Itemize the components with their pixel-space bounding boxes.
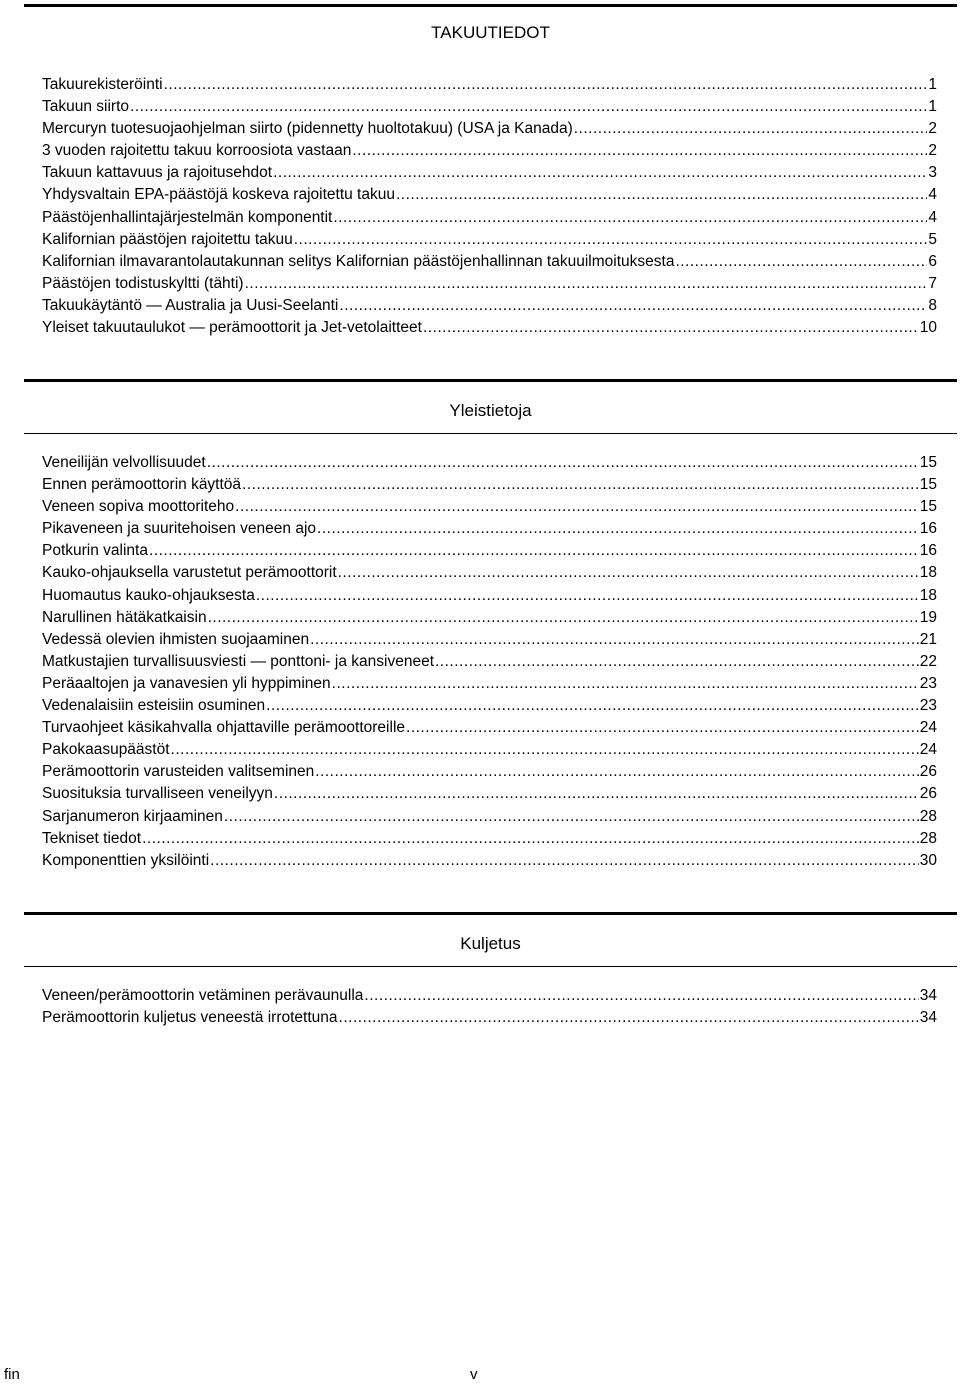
toc-entry[interactable] [42,140,937,162]
toc-entry-label: Päästöjenhallintajärjestelmän komponentit [42,208,333,226]
toc-entry-page: 4 [928,186,937,204]
toc-entry[interactable] [42,607,937,629]
toc-entry[interactable] [42,295,937,317]
toc-entry[interactable] [42,207,937,229]
dot-leader [339,1007,919,1029]
toc-entry-label: Vedessä olevien ihmisten suojaaminen [42,630,310,648]
toc-entry-label: Sarjanumeron kirjaaminen [42,807,223,825]
toc-entry-page: 5 [928,230,937,248]
toc-entry-label: Suosituksia turvalliseen veneilyyn [42,785,273,803]
toc-entry-label: Takuun siirto [42,98,130,116]
toc-entry-page: 1 [928,98,937,116]
toc-entry-page: 30 [919,851,937,869]
toc-entry[interactable] [42,118,937,140]
dot-leader [339,295,927,317]
toc-entry[interactable] [42,1007,937,1029]
toc-entry[interactable] [42,96,937,118]
toc-entry-label: Pakokaasupäästöt [42,741,170,759]
dot-leader [274,783,919,805]
toc-entry-label: Päästöjen todistuskyltti (tähti) [42,274,244,292]
toc-entry[interactable] [42,651,937,673]
toc-entry-page: 2 [928,120,937,138]
toc-general [42,452,937,872]
dot-leader [224,806,919,828]
toc-entry-label: Takuurekisteröinti [42,76,163,93]
toc-entry[interactable] [42,585,937,607]
toc-entry[interactable] [42,562,937,584]
section-divider-transport [24,912,957,915]
toc-entry[interactable] [42,695,937,717]
toc-entry-page: 18 [919,586,937,604]
toc-entry-label: Kalifornian päästöjen rajoitettu takuu [42,230,293,248]
toc-entry[interactable] [42,317,937,339]
toc-entry-page: 16 [919,520,937,538]
toc-warranty [42,74,937,339]
toc-entry-page: 34 [919,987,937,1004]
dot-leader [332,673,919,695]
toc-entry[interactable] [42,184,937,206]
dot-leader [207,452,919,474]
toc-entry-label: Yhdysvaltain EPA-päästöjä koskeva rajoitettu takuu [42,186,395,204]
toc-entry-page: 19 [919,608,937,626]
toc-entry[interactable] [42,540,937,562]
toc-entry[interactable] [42,518,937,540]
toc-entry-page: 1 [928,76,937,93]
toc-entry-label: Takuun kattavuus ja rajoitusehdot [42,164,273,182]
toc-entry-label: Kauko-ohjauksella varustetut perämoottorit [42,564,337,582]
dot-leader [396,184,927,206]
toc-entry-page: 15 [919,498,937,516]
dot-leader [406,717,919,739]
toc-entry[interactable] [42,985,937,1007]
toc-entry[interactable] [42,739,937,761]
toc-entry-page: 26 [919,763,937,781]
dot-leader [352,140,927,162]
toc-entry[interactable] [42,850,937,872]
toc-entry-label: Tekniset tiedot [42,829,142,847]
toc-entry-label: Veneilijän velvollisuudet [42,454,206,471]
toc-entry-page: 23 [919,674,937,692]
dot-leader [245,273,928,295]
footer-language: fin [4,1366,20,1383]
toc-entry-label: Takuukäytäntö — Australia ja Uusi-Seelanti [42,296,339,314]
toc-entry-page: 4 [928,208,937,226]
toc-entry-page: 2 [928,142,937,160]
dot-leader [423,317,919,339]
toc-entry-page: 23 [919,697,937,715]
section-title-warranty: TAKUUTIEDOT [431,23,550,42]
toc-entry-label: Pikaveneen ja suuritehoisen veneen ajo [42,520,317,538]
toc-entry[interactable] [42,229,937,251]
toc-entry-page: 18 [919,564,937,582]
toc-entry[interactable] [42,496,937,518]
toc-transport [42,985,937,1029]
section-title-transport: Kuljetus [460,934,521,953]
dot-leader [310,629,919,651]
dot-leader [338,562,919,584]
toc-entry-label: Turvaohjeet käsikahvalla ohjattaville perämoottoreille [42,719,406,737]
dot-leader [675,251,927,273]
dot-leader [164,74,928,96]
dot-leader [574,118,928,140]
toc-entry-page: 28 [919,829,937,847]
toc-entry[interactable] [42,273,937,295]
dot-leader [364,985,918,1007]
toc-entry[interactable] [42,162,937,184]
toc-entry-page: 34 [919,1009,937,1027]
toc-entry-page: 24 [919,741,937,759]
toc-entry-page: 28 [919,807,937,825]
toc-entry-page: 15 [919,476,937,494]
heading-underline-general [24,433,957,434]
toc-entry-label: Mercuryn tuotesuojaohjelman siirto (pidennetty huoltotakuu) (USA ja Kanada) [42,120,573,138]
toc-entry-label: Perämoottorin varusteiden valitseminen [42,763,315,781]
dot-leader [235,496,919,518]
toc-entry-page: 21 [919,630,937,648]
dot-leader [435,651,919,673]
toc-entry-page: 22 [919,652,937,670]
toc-entry-label: Huomautus kauko-ohjauksesta [42,586,255,604]
toc-entry[interactable] [42,717,937,739]
toc-entry[interactable] [42,251,937,273]
toc-entry-label: Matkustajien turvallisuusviesti — ponttoni- ja kansiveneet [42,652,434,670]
dot-leader [333,207,927,229]
toc-entry-page: 24 [919,719,937,737]
dot-leader [149,540,919,562]
toc-entry-label: Perämoottorin kuljetus veneestä irrotettuna [42,1009,338,1027]
toc-entry-label: Kalifornian ilmavarantolautakunnan selitys Kalifornian päästöjenhallinnan takuuilmoituksesta [42,252,675,270]
dot-leader [266,695,919,717]
dot-leader [315,761,919,783]
toc-entry-page: 3 [928,164,937,182]
dot-leader [130,96,927,118]
top-rule [24,4,957,7]
toc-entry-label: 3 vuoden rajoitettu takuu korroosiota vastaan [42,142,352,160]
toc-entry-label: Veneen/perämoottorin vetäminen perävaunulla [42,987,364,1004]
heading-underline-transport [24,966,957,967]
toc-entry[interactable] [42,828,937,850]
dot-leader [210,850,919,872]
toc-entry-page: 10 [919,319,937,337]
section-divider-general [24,379,957,382]
toc-entry[interactable] [42,761,937,783]
dot-leader [171,739,919,761]
dot-leader [294,229,928,251]
toc-entry-page: 7 [928,274,937,292]
toc-entry-label: Komponenttien yksilöinti [42,851,210,869]
toc-entry-label: Peräaaltojen ja vanavesien yli hyppiminen [42,674,331,692]
toc-entry[interactable] [42,74,937,96]
toc-entry-page: 15 [919,454,937,471]
dot-leader [317,518,919,540]
toc-entry-label: Vedenalaisiin esteisiin osuminen [42,697,266,715]
toc-entry-page: 6 [928,252,937,270]
toc-entry[interactable] [42,783,937,805]
dot-leader [208,607,919,629]
toc-entry[interactable] [42,673,937,695]
dot-leader [242,474,919,496]
section-title-general: Yleistietoja [449,401,532,420]
toc-entry[interactable] [42,452,937,474]
dot-leader [256,585,919,607]
toc-entry-page: 16 [919,542,937,560]
toc-entry-label: Yleiset takuutaulukot — perämoottorit ja Jet-vetolaitteet [42,319,422,337]
toc-entry-label: Potkurin valinta [42,542,148,560]
toc-entry[interactable] [42,474,937,496]
dot-leader [142,828,919,850]
toc-entry-label: Narullinen hätäkatkaisin [42,608,207,626]
toc-entry[interactable] [42,629,937,651]
toc-entry-label: Ennen perämoottorin käyttöä [42,476,242,494]
dot-leader [273,162,927,184]
toc-entry-page: 8 [928,296,937,314]
toc-entry[interactable] [42,806,937,828]
toc-entry-label: Veneen sopiva moottoriteho [42,498,235,516]
toc-entry-page: 26 [919,785,937,803]
footer-page-number: v [470,1366,478,1383]
